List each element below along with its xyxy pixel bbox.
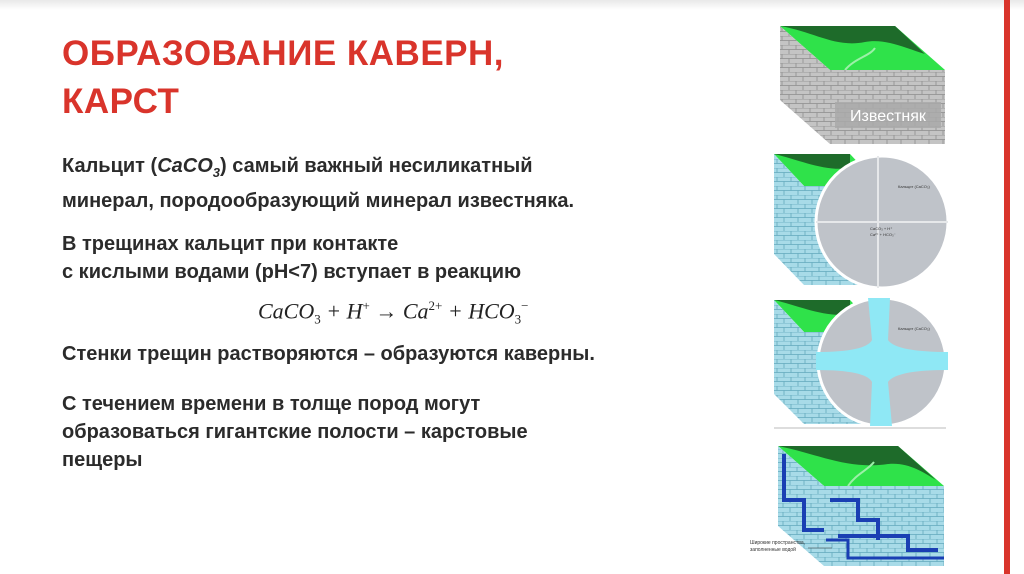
paragraph-caves — [62, 390, 762, 474]
p1-chem: CaCO — [157, 155, 213, 177]
eq-sub-3: 3 — [314, 311, 321, 327]
fig2-label-3: Ca²⁺ + HCO₃⁻ — [870, 232, 896, 237]
eq-ca: Ca — [402, 298, 429, 324]
p2-line-1: В трещинах кальцит при контакте — [62, 233, 399, 255]
crack-zoom-figure — [770, 150, 950, 290]
p1-post: ) самый важный несиликатный — [220, 155, 533, 177]
eq-sup-minus: − — [521, 298, 529, 313]
accent-bar — [1004, 0, 1010, 574]
eq-sup-2plus: 2+ — [428, 298, 443, 313]
eq-arrow: → — [369, 298, 403, 324]
fig2-label-2: CaCO₃ + H⁺ — [870, 226, 893, 231]
calcite-formula — [157, 155, 220, 180]
eq-hco: + HCO — [442, 298, 515, 324]
cavern-zoom-figure — [770, 296, 950, 436]
title-line-2: КАРСТ — [62, 82, 180, 121]
fig4-caption-1: Широкие пространства, — [750, 540, 806, 546]
karst-cave-figure — [748, 440, 948, 570]
p3-line: Стенки трещин растворяются – образуются каверны. — [62, 343, 595, 365]
p1-line-1 — [62, 152, 762, 187]
fig4-caption-2: заполненные водой — [750, 547, 796, 553]
p1-line-2: минерал, породообразующий минерал известняка. — [62, 190, 575, 212]
limestone-block-figure — [775, 18, 950, 148]
slide-title — [62, 30, 622, 126]
paragraph-walls — [62, 340, 762, 368]
p1-chem-sub: 3 — [212, 165, 220, 180]
p4-line-2: образоваться гигантские полости – карстовые — [62, 421, 528, 443]
eq-sub-3b: 3 — [514, 311, 522, 327]
p2-line-2: с кислыми водами (pH<7) вступает в реакцию — [62, 261, 522, 283]
limestone-label: Известняк — [850, 108, 926, 125]
paragraph-calcite — [62, 152, 762, 215]
p4-line-3: пещеры — [62, 449, 143, 471]
title-line-1: ОБРАЗОВАНИЕ КАВЕРН, — [62, 34, 505, 73]
paragraph-cracks — [62, 230, 762, 286]
eq-sup-plus: + — [362, 298, 370, 313]
eq-caco: CaCO — [258, 298, 315, 324]
fig3-label: Кальцит (CaCO₃) — [898, 326, 930, 331]
p4-line-1: С течением времени в толще пород могут — [62, 393, 481, 415]
top-shadow — [0, 0, 1024, 10]
eq-h: + H — [320, 298, 363, 324]
fig2-label-1: Кальцит (CaCO₃) — [898, 184, 930, 189]
reaction-equation — [258, 298, 529, 328]
p1-pre: Кальцит ( — [62, 155, 158, 177]
